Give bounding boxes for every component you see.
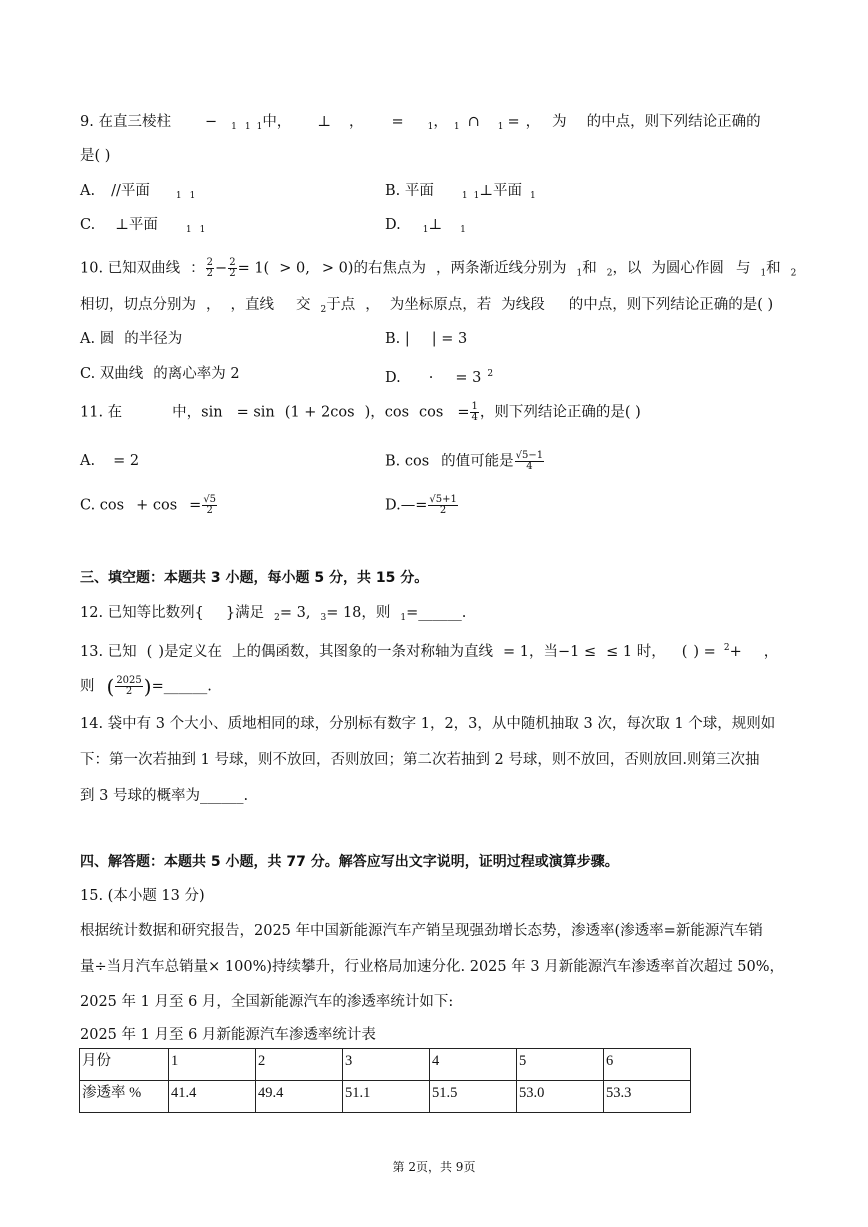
- table-cell: 2: [256, 1049, 343, 1081]
- q11-option-a: A. = 2: [80, 453, 140, 469]
- q10-line-1: 10. 已知双曲线 ： $\frac{2}{2}$ − $\frac{2}{2}$ = 1( > 0, > 0)的右焦点为 ，两条渐近线分别为 $_1$和 $_2$，以 为圆心作圆 与 $_1$和 $_2$: [80, 257, 797, 279]
- q11-line-1: 11. 在 中，sin = sin (1 + 2cos )，cos cos = $\frac{1}{4}$ ，则下列结论正确的是( ): [80, 401, 641, 423]
- table-cell: 6: [604, 1049, 691, 1081]
- table-cell: 49.4: [256, 1081, 343, 1113]
- table-cell: 4: [430, 1049, 517, 1081]
- q14-line-2: 下：第一次若抽到 1 号球，则不放回，否则放回；第二次若抽到 2 号球，则不放回，否则放回.则第三次抽: [80, 752, 760, 768]
- fraction: $\frac{√5}{2}$: [203, 494, 217, 516]
- q15-paragraph-line-2: 量÷当月汽车总销量× 100%)持续攀升，行业格局加速分化. 2025 年 3 月新能源汽车渗透率首次超过 50%，: [80, 959, 785, 975]
- penetration-rate-table: [79, 1048, 691, 1113]
- q9-option-b: B. 平面 $_1$ $_1$⊥平面 $_1$: [385, 183, 536, 201]
- table-caption: 2025 年 1 月至 6 月新能源汽车渗透率统计表: [80, 1027, 376, 1043]
- table-cell: 51.5: [430, 1081, 517, 1113]
- fraction: $\frac{2025}{2}$: [116, 675, 142, 697]
- q15-heading: 15. (本小题 13 分): [80, 888, 205, 904]
- table-cell: 1: [169, 1049, 256, 1081]
- table-cell: 51.1: [343, 1081, 430, 1113]
- q9-line-2: 是( ): [80, 148, 111, 164]
- table-cell: 53.0: [517, 1081, 604, 1113]
- q9-option-a: A. //平面 $_1$ $_1$: [80, 183, 196, 201]
- table-cell: 53.3: [604, 1081, 691, 1113]
- table-row: [80, 1049, 691, 1081]
- table-cell: 3: [343, 1049, 430, 1081]
- q10-line-2: 相切，切点分别为 ， ，直线 交 $_2$于点 ， 为坐标原点，若 为线段 的中点，则下列结论正确的是( ): [80, 297, 774, 315]
- q10-option-a: A. 圆 的半径为: [80, 331, 183, 347]
- q13-line-2: 则 ( $\frac{2025}{2}$ )=______.: [80, 674, 212, 699]
- page-footer: 第 2页，共 9页: [392, 1160, 476, 1174]
- q10-option-d: D. · = 3 $^2$: [385, 369, 494, 386]
- table-cell: 月份: [80, 1049, 169, 1081]
- section-4-heading: 四、解答题：本题共 5 小题，共 77 分。解答应写出文字说明，证明过程或演算步骤。: [80, 854, 619, 870]
- table-cell: 41.4: [169, 1081, 256, 1113]
- fraction: $\frac{1}{4}$: [471, 401, 478, 423]
- q15-paragraph-line-3: 2025 年 1 月至 6 月，全国新能源汽车的渗透率统计如下:: [80, 994, 454, 1010]
- fraction: $\frac{2}{2}$: [206, 257, 214, 279]
- fraction: $\frac{√5-1}{4}$: [515, 450, 544, 472]
- q10-option-b: B. | | = 3: [385, 331, 468, 347]
- table-cell: 5: [517, 1049, 604, 1081]
- q11-option-b: B. cos 的值可能是 $\frac{√5-1}{4}$: [385, 450, 544, 472]
- q9-option-d: D. $_1$⊥ $_1$: [385, 217, 466, 235]
- q12: 12. 已知等比数列{ }满足 $_2$= 3, $_3$= 18，则 $_1$=______.: [80, 605, 467, 623]
- q9-option-c: C. ⊥平面 $_1$ $_1$: [80, 217, 206, 235]
- table-cell: 渗透率 %: [80, 1081, 169, 1113]
- q13-line-1: 13. 已知 ( )是定义在 上的偶函数，其图象的一条对称轴为直线 = 1，当−1 ≤ ≤ 1 时， ( ) = $^2$+ ，: [80, 643, 779, 660]
- q11-option-c: C. cos + cos = $\frac{√5}{2}$: [80, 494, 217, 516]
- table-row: [80, 1081, 691, 1113]
- q11-option-d: D.—= $\frac{√5+1}{2}$: [385, 494, 457, 516]
- q14-line-1: 14. 袋中有 3 个大小、质地相同的球，分别标有数字 1，2，3，从中随机抽取 3 次，每次取 1 个球，规则如: [80, 716, 776, 732]
- fraction: $\frac{2}{2}$: [229, 257, 236, 279]
- q15-paragraph-line-1: 根据统计数据和研究报告，2025 年中国新能源汽车产销呈现强劲增长态势，渗透率(渗透率=新能源汽车销: [80, 923, 763, 939]
- q14-line-3: 到 3 号球的概率为______.: [80, 788, 249, 804]
- section-3-heading: 三、填空题：本题共 3 小题，每小题 5 分，共 15 分。: [80, 570, 429, 586]
- q9-line-1: 9. 在直三棱柱 − $_1$ $_1$ $_1$中， ⊥ ， = $_1$， $_1$ ∩ $_1$ = ， 为 的中点，则下列结论正确的: [80, 114, 761, 132]
- fraction: $\frac{√5+1}{2}$: [429, 494, 457, 516]
- q10-option-c: C. 双曲线 的离心率为 2: [80, 366, 240, 382]
